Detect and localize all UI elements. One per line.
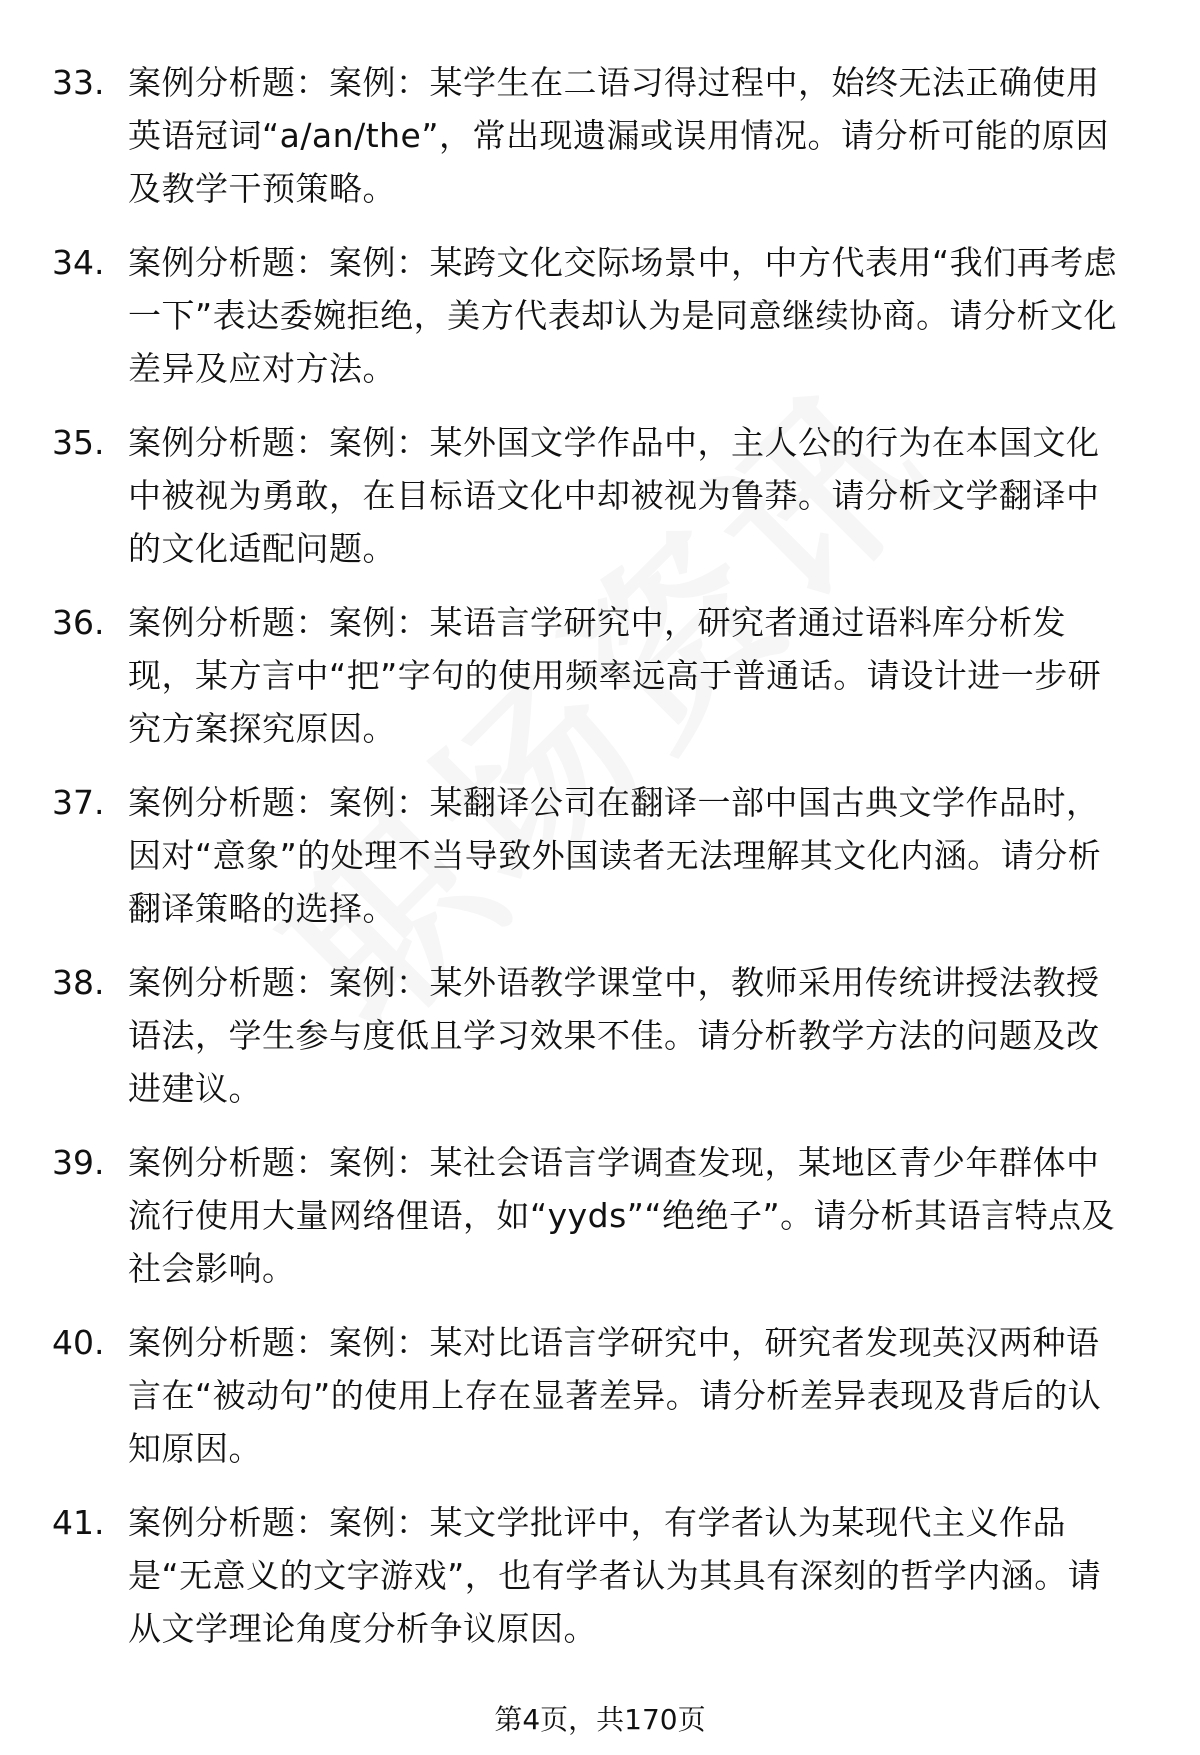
question-text: 案例分析题：案例：某外国文学作品中，主人公的行为在本国文化中被视为勇敢，在目标语文化中却被视为鲁莽。请分析文学翻译中的文化适配问题。 [128,423,1100,568]
question-item [52,596,1152,776]
question-item [52,776,1152,956]
question-number: 40. [52,1323,105,1362]
question-item [52,956,1152,1136]
question-item [52,236,1152,416]
question-item [52,56,1152,236]
question-number: 37. [52,783,105,822]
question-text: 案例分析题：案例：某文学批评中，有学者认为某现代主义作品是“无意义的文字游戏”，也有学者认为其具有深刻的哲学内涵。请从文学理论角度分析争议原因。 [128,1503,1102,1648]
question-number: 41. [52,1503,105,1542]
question-list [52,56,1152,1676]
question-text: 案例分析题：案例：某外语教学课堂中，教师采用传统讲授法教授语法，学生参与度低且学习效果不佳。请分析教学方法的问题及改进建议。 [128,963,1100,1108]
page-number: 第4页，共170页 [494,1703,706,1736]
question-number: 35. [52,423,105,462]
question-item [52,1136,1152,1316]
question-number: 38. [52,963,105,1002]
question-text: 案例分析题：案例：某社会语言学调查发现，某地区青少年群体中流行使用大量网络俚语，如“yyds”“绝绝子”。请分析其语言特点及社会影响。 [128,1143,1116,1288]
question-number: 39. [52,1143,105,1182]
question-item [52,1316,1152,1496]
question-item [52,416,1152,596]
question-text: 案例分析题：案例：某对比语言学研究中，研究者发现英汉两种语言在“被动句”的使用上存在显著差异。请分析差异表现及背后的认知原因。 [128,1323,1102,1468]
question-number: 33. [52,63,105,102]
question-text: 案例分析题：案例：某跨文化交际场景中，中方代表用“我们再考虑一下”表达委婉拒绝，美方代表却认为是同意继续协商。请分析文化差异及应对方法。 [128,243,1118,388]
question-text: 案例分析题：案例：某翻译公司在翻译一部中国古典文学作品时，因对“意象”的处理不当导致外国读者无法理解其文化内涵。请分析翻译策略的选择。 [128,783,1102,928]
question-item [52,1496,1152,1676]
question-number: 34. [52,243,105,282]
question-text: 案例分析题：案例：某语言学研究中，研究者通过语料库分析发现，某方言中“把”字句的使用频率远高于普通话。请设计进一步研究方案探究原因。 [128,603,1102,748]
question-text: 案例分析题：案例：某学生在二语习得过程中，始终无法正确使用英语冠词“a/an/the”，常出现遗漏或误用情况。请分析可能的原因及教学干预策略。 [128,63,1109,208]
question-number: 36. [52,603,105,642]
